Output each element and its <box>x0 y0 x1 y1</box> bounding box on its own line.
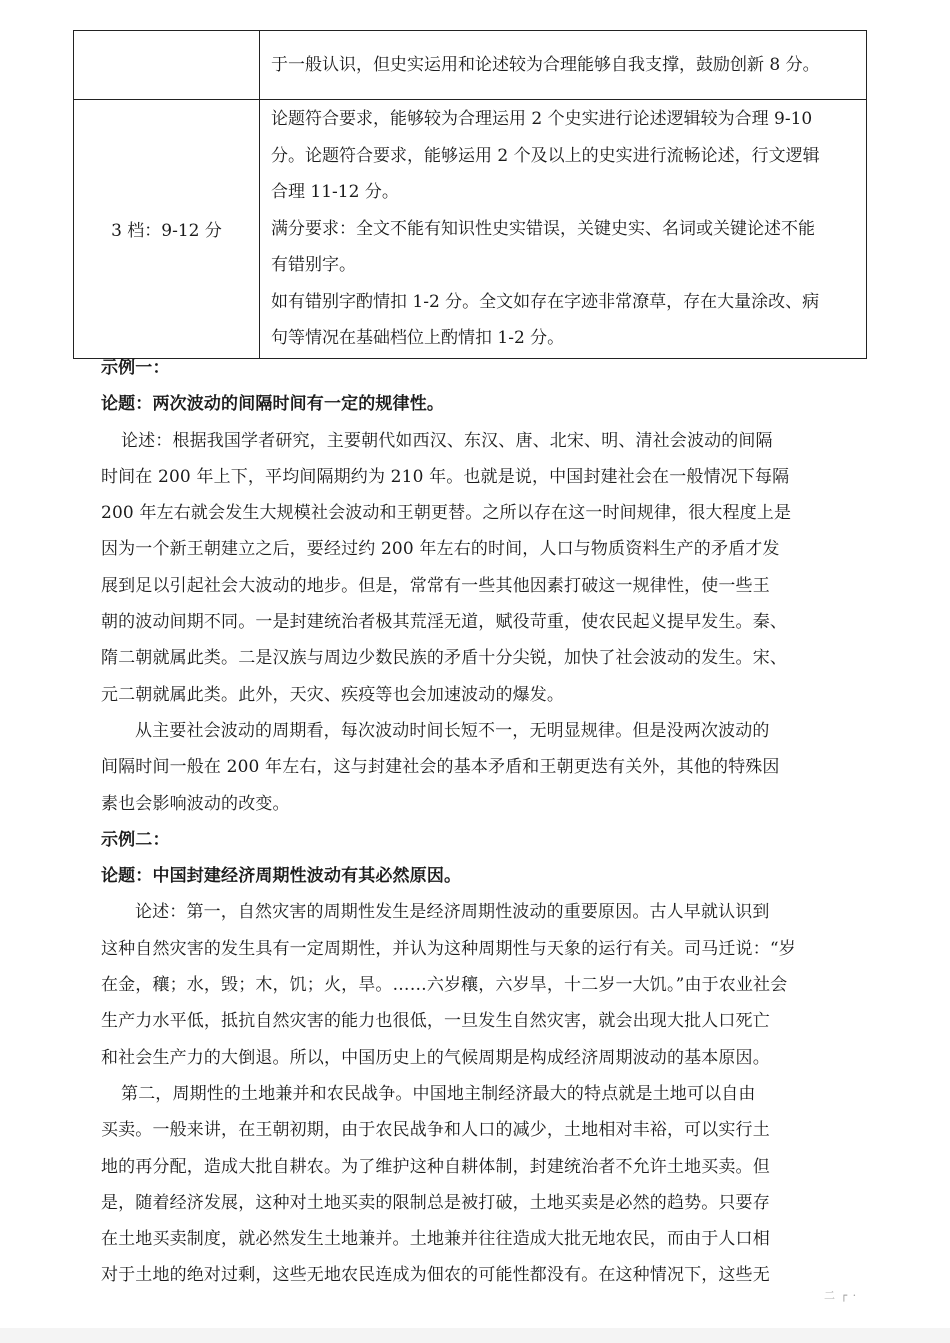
example-2-paragraph-line: 第二，周期性的土地兼并和农民战争。中国地主制经济最大的特点就是土地可以自由 <box>121 1083 756 1104</box>
rubric-line: 分。论题符合要求，能够运用 2 个及以上的史实进行流畅论述，行文逻辑 <box>271 145 820 166</box>
example-2-paragraph-line: 买卖。一般来讲，在王朝初期，由于农民战争和人口的减少，土地相对丰裕，可以实行土 <box>101 1120 770 1141</box>
rubric-line: 满分要求：全文不能有知识性史实错误，关键史实、名词或关键论述不能 <box>271 218 815 239</box>
example-1-paragraph-line: 朝的波动间期不同。一是封建统治者极其荒淫无道，赋役苛重，使农民起义提早发生。秦、 <box>101 612 787 633</box>
rubric-row-continued <box>74 31 867 100</box>
rubric-line: 论题符合要求，能够较为合理运用 2 个史实进行论述逻辑较为合理 9-10 <box>271 109 813 129</box>
example-2-paragraph-line: 在金，穰；水，毁；木，饥；火，旱。……六岁穰，六岁旱，十二岁一大饥。”由于农业社会 <box>101 975 788 996</box>
example-2-paragraph-line: 生产力水平低，抵抗自然灾害的能力也很低，一旦发生自然灾害，就会出现大批人口死亡 <box>101 1011 770 1032</box>
example-1-paragraph-line: 元二朝就属此类。此外，天灾、疾疫等也会加速波动的爆发。 <box>101 684 565 705</box>
example-2-thesis: 论题：中国封建经济周期性波动有其必然原因。 <box>101 866 462 887</box>
example-2-paragraph-line: 地的再分配，造成大批自耕农。为了维护这种自耕体制，封建统治者不允许土地买卖。但 <box>101 1156 770 1177</box>
rubric-grade-cell-empty <box>74 31 260 100</box>
example-1-paragraph-line: 素也会影响波动的改变。 <box>101 793 290 814</box>
example-1-thesis: 论题：两次波动的间隔时间有一定的规律性。 <box>101 394 444 415</box>
example-1-paragraph-line: 间隔时间一般在 200 年左右，这与封建社会的基本矛盾和王朝更迭有关外，其他的特殊因 <box>101 757 780 778</box>
scan-bottom-edge <box>0 1328 950 1343</box>
page-corner-mark: 二 ┌ · <box>824 1289 858 1302</box>
rubric-line: 有错别字。 <box>271 255 356 275</box>
example-1-paragraph-line: 因为一个新王朝建立之后，要经过约 200 年左右的时间，人口与物质资料生产的矛盾才发 <box>101 539 780 560</box>
example-1-paragraph-line: 200 年左右就会发生大规模社会波动和王朝更替。之所以存在这一时间规律，很大程度上是 <box>101 503 792 524</box>
example-1-paragraph-line: 从主要社会波动的周期看，每次波动时间长短不一，无明显规律。但是没两次波动的 <box>135 720 770 741</box>
example-1-heading: 示例一： <box>101 358 170 378</box>
rubric-line: 如有错别字酌情扣 1-2 分。全文如存在字迹非常潦草，存在大量涂改、病 <box>271 291 820 312</box>
rubric-row-level-3 <box>74 100 867 359</box>
example-2-paragraph-line: 这种自然灾害的发生具有一定周期性，并认为这种周期性与天象的运行有关。司马迁说：“岁 <box>101 938 796 959</box>
example-2-paragraph-line: 在土地买卖制度，就必然发生土地兼并。土地兼并往往造成大批无地农民，而由于人口相 <box>101 1229 770 1250</box>
example-2-paragraph-line: 是，随着经济发展，这种对土地买卖的限制总是被打破，土地买卖是必然的趋势。只要存 <box>101 1192 770 1213</box>
rubric-description-cell <box>260 31 867 100</box>
example-1-paragraph-line: 论述：根据我国学者研究，主要朝代如西汉、东汉、唐、北宋、明、清社会波动的间隔 <box>121 430 773 451</box>
example-2-paragraph-line: 和社会生产力的大倒退。所以，中国历史上的气候周期是构成经济周期波动的基本原因。 <box>101 1047 770 1068</box>
example-2-paragraph-line: 对于土地的绝对过剩，这些无地农民连成为佃农的可能性都没有。在这种情况下，这些无 <box>101 1265 770 1286</box>
rubric-grade-label: 3 档：9-12 分 <box>74 100 260 359</box>
rubric-description-cell <box>260 100 867 359</box>
example-2-paragraph-line: 论述：第一，自然灾害的周期性发生是经济周期性波动的重要原因。古人早就认识到 <box>135 902 770 923</box>
example-1-paragraph-line: 展到足以引起社会大波动的地步。但是，常常有一些其他因素打破这一规律性，使一些王 <box>101 575 770 596</box>
example-1-paragraph-line: 隋二朝就属此类。二是汉族与周边少数民族的矛盾十分尖锐，加快了社会波动的发生。宋、 <box>101 648 787 669</box>
example-2-heading: 示例二： <box>101 829 170 850</box>
example-1-paragraph-line: 时间在 200 年上下，平均间隔期约为 210 年。也就是说，中国封建社会在一般情况下每隔 <box>101 466 790 487</box>
examples-section <box>101 350 861 1294</box>
rubric-line: 于一般认识，但史实运用和论述较为合理能够自我支撑，鼓励创新 8 分。 <box>271 55 820 75</box>
rubric-line: 合理 11-12 分。 <box>271 182 399 202</box>
rubric-line: 句等情况在基础档位上酌情扣 1-2 分。 <box>271 328 565 348</box>
scoring-rubric-table <box>73 30 867 359</box>
